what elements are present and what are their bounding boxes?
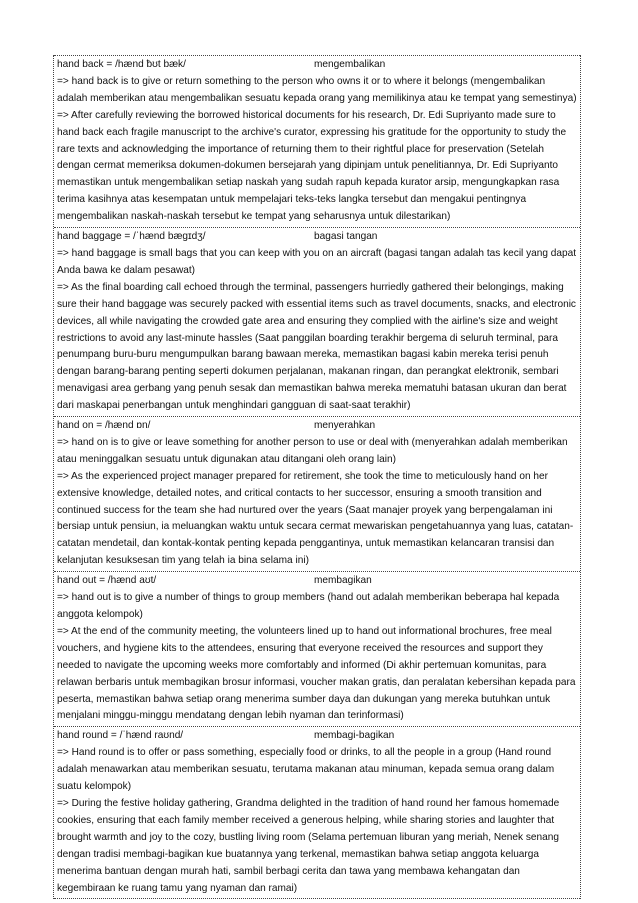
entry-meaning: mengembalikan	[314, 59, 386, 70]
entry-definition: => hand on is to give or leave something for another person to use or deal with (menyerahkan adalah memberikan atau meninggalkan sesuatu untuk digunakan atau ditangani oleh orang lain)	[57, 436, 568, 465]
entry-definition: => hand back is to give or return something to the person who owns it or to where it belongs (mengembalikan adalah memberikan atau mengembalikan sesuatu kepada orang yang memilikinya atau ke tempat yang semestinya)	[57, 75, 577, 104]
entry-header	[57, 57, 578, 74]
entry-term: hand round = /ˈhænd raʊnd/	[57, 730, 184, 742]
entry-meaning: bagasi tangan	[314, 231, 378, 243]
entry-term: hand on = /hænd ɒn/	[57, 420, 151, 432]
entry-term: hand out = /hænd aʊt/	[57, 575, 157, 587]
entry-definition: => hand out is to give a number of things to group members (hand out adalah memberikan beberapa hal kepada anggota kelompok)	[57, 592, 560, 620]
entry-header	[57, 229, 578, 246]
entry-hand-out	[54, 572, 580, 727]
entry-header	[57, 418, 578, 435]
entry-hand-baggage	[54, 228, 580, 417]
entry-definition: => hand baggage is small bags that you can keep with you on an aircraft (bagasi tangan adalah tas kecil yang dapat Anda bawa ke dalam pesawat)	[57, 247, 577, 276]
entry-header	[57, 728, 578, 745]
entry-example: => As the experienced project manager prepared for retirement, she took the time to meticulously hand on her extensive knowledge, detailed notes, and critical contacts to her successor, ensuring a smooth transition and continued success for the team she had nurtured over the years (Saat manajer proyek yang berpengalaman ini bersiap untuk pensiun, ia meluangkan waktu untuk secara cermat mewariskan pengetahuannya yang luas, catatan-catatan mendetail, dan kontak-kontak penting kepada penggantinya, untuk memastikan kelancaran transisi dan kelanjutan kesuksesan tim yang telah ia bina selama ini)	[57, 470, 574, 567]
entry-term: hand baggage = /ˈhænd bægɪdʒ/	[57, 231, 206, 243]
entry-hand-back	[54, 55, 580, 228]
entry-meaning: membagi-bagikan	[314, 730, 395, 742]
entry-hand-round	[54, 727, 580, 899]
entry-meaning: menyerahkan	[314, 420, 376, 432]
entry-definition: => Hand round is to offer or pass something, especially food or drinks, to all the people in a group (Hand round adalah menawarkan atau memberikan sesuatu, terutama makanan atau minuman, kepada semua orang dalam suatu kelompok)	[57, 747, 555, 793]
entry-example: => During the festive holiday gathering, Grandma delighted in the tradition of hand round her famous homemade cookies, ensuring that each family member received a generous helping, while sharing stories and laughter that brought warmth and joy to the cozy, bustling living room (Selama pertemuan liburan yang meriah, Nenek senang dengan tradisi membagi-bagikan kue buatannya yang terkenal, memastikan bahwa setiap anggota keluarga menerima bantuan dengan murah hati, sambil berbagi cerita dan tawa yang membawa kehangatan dan kegembiraan ke ruang tamu yang nyaman dan ramai)	[57, 797, 560, 894]
vocabulary-table	[53, 55, 581, 899]
entry-meaning: membagikan	[314, 575, 372, 587]
entry-example: => At the end of the community meeting, the volunteers lined up to hand out informational brochures, free meal vouchers, and hygiene kits to the attendees, ensuring that everyone received the resources and support they needed to navigate the upcoming weeks more comfortably and informed (Di akhir pertemuan komunitas, para relawan berbaris untuk membagikan brosur informasi, voucher makan gratis, dan peralatan kebersihan kepada para peserta, memastikan bahwa setiap orang menerima sumber daya dan dukungan yang mereka butuhkan untuk menjalani minggu-minggu mendatang dengan lebih nyaman dan terinformasi)	[57, 625, 576, 722]
entry-example: => As the final boarding call echoed through the terminal, passengers hurriedly gathered their belongings, making sure their hand baggage was securely packed with essential items such as travel documents, snacks, and electronic devices, all while navigating the crowded gate area and ensuring they complied with the airline's size and weight restrictions to avoid any last-minute hassles (Saat panggilan boarding terakhir bergema di seluruh terminal, para penumpang buru-buru mengumpulkan barang bawaan mereka, memastikan bagasi kabin mereka terisi penuh dengan barang-barang penting seperti dokumen perjalanan, makanan ringan, dan perangkat elektronik, sembari menavigasi area gerbang yang penuh sesak dan memastikan bahwa mereka mematuhi batasan ukuran dan berat dari maskapai penerbangan untuk menghindari gangguan di saat-saat terakhir)	[57, 281, 576, 412]
entry-term: hand back = /hænd ƀʊt bæk/	[57, 59, 186, 70]
entry-header	[57, 573, 578, 590]
entry-hand-on	[54, 417, 580, 572]
entry-example: => After carefully reviewing the borrowed historical documents for his research, Dr. Edi Supriyanto made sure to hand back each fragile manuscript to the archive's curator, expressing his gratitude for the opportunity to study the rare texts and acknowledging the importance of returning them to their rightful place for preservation (Setelah dengan cermat memeriksa dokumen-dokumen bersejarah yang dipinjam untuk penelitiannya, Dr. Edi Supriyanto memastikan untuk mengembalikan setiap naskah yang sudah rapuh kepada kurator arsip, mengungkapkan rasa terima kasihnya atas kesempatan untuk mempelajari teks-teks langka tersebut dan mengakui pentingnya mengembalikan naskah-naskah tersebut ke tempat yang seharusnya untuk dilestarikan)	[57, 109, 567, 223]
